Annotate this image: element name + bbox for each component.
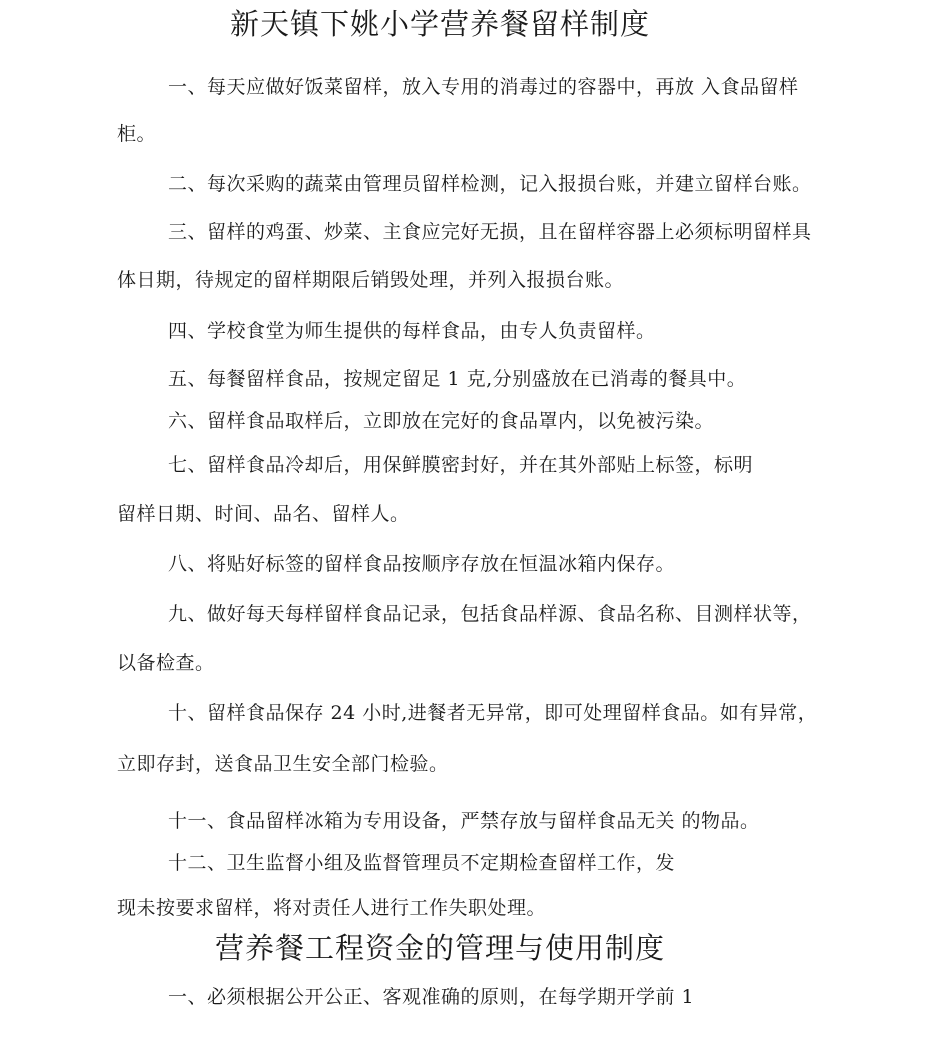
paragraph-line: 五、每餐留样食品，按规定留足 1 克,分别盛放在已消毒的餐具中。 — [168, 368, 747, 390]
paragraph-line: 留样日期、时间、品名、留样人。 — [117, 503, 410, 525]
paragraph-line: 一、必须根据公开公正、客观准确的原则，在每学期开学前 1 — [168, 986, 695, 1008]
paragraph-line: 四、学校食堂为师生提供的每样食品，由专人负责留样。 — [168, 320, 656, 342]
paragraph-line: 体日期，待规定的留样期限后销毁处理，并列入报损台账。 — [117, 269, 625, 291]
paragraph-line: 九、做好每天每样留样食品记录，包括食品样源、食品名称、目测样状等， — [168, 603, 812, 625]
paragraph-line: 七、留样食品冷却后，用保鲜膜密封好，并在其外部贴上标签，标明 — [168, 454, 754, 476]
paragraph-line: 六、留样食品取样后，立即放在完好的食品罩内，以免被污染。 — [168, 410, 715, 432]
section-title: 营养餐工程资金的管理与使用制度 — [214, 931, 665, 965]
paragraph-line: 立即存封，送食品卫生安全部门检验。 — [117, 753, 449, 775]
paragraph-line: 十二、卫生监督小组及监督管理员不定期检查留样工作，发 — [168, 852, 676, 874]
paragraph-line: 十、留样食品保存 24 小时,进餐者无异常，即可处理留样食品。如有异常， — [168, 702, 818, 724]
paragraph-line: 一、每天应做好饭菜留样，放入专用的消毒过的容器中，再放 入食品留样 — [168, 76, 799, 98]
paragraph-line: 以备检查。 — [117, 652, 215, 674]
paragraph-line: 柜。 — [117, 123, 157, 145]
paragraph-line: 八、将贴好标签的留样食品按顺序存放在恒温冰箱内保存。 — [168, 553, 676, 575]
paragraph-line: 二、每次采购的蔬菜由管理员留样检测，记入报损台账，并建立留样台账。 — [168, 173, 812, 195]
section-title: 新天镇下姚小学营养餐留样制度 — [229, 7, 650, 41]
paragraph-line: 十一、食品留样冰箱为专用设备，严禁存放与留样食品无关 的物品。 — [168, 810, 760, 832]
paragraph-line: 三、留样的鸡蛋、炒菜、主食应完好无损，且在留样容器上必须标明留样具 — [168, 221, 812, 243]
paragraph-line: 现未按要求留样，将对责任人进行工作失职处理。 — [117, 897, 547, 919]
